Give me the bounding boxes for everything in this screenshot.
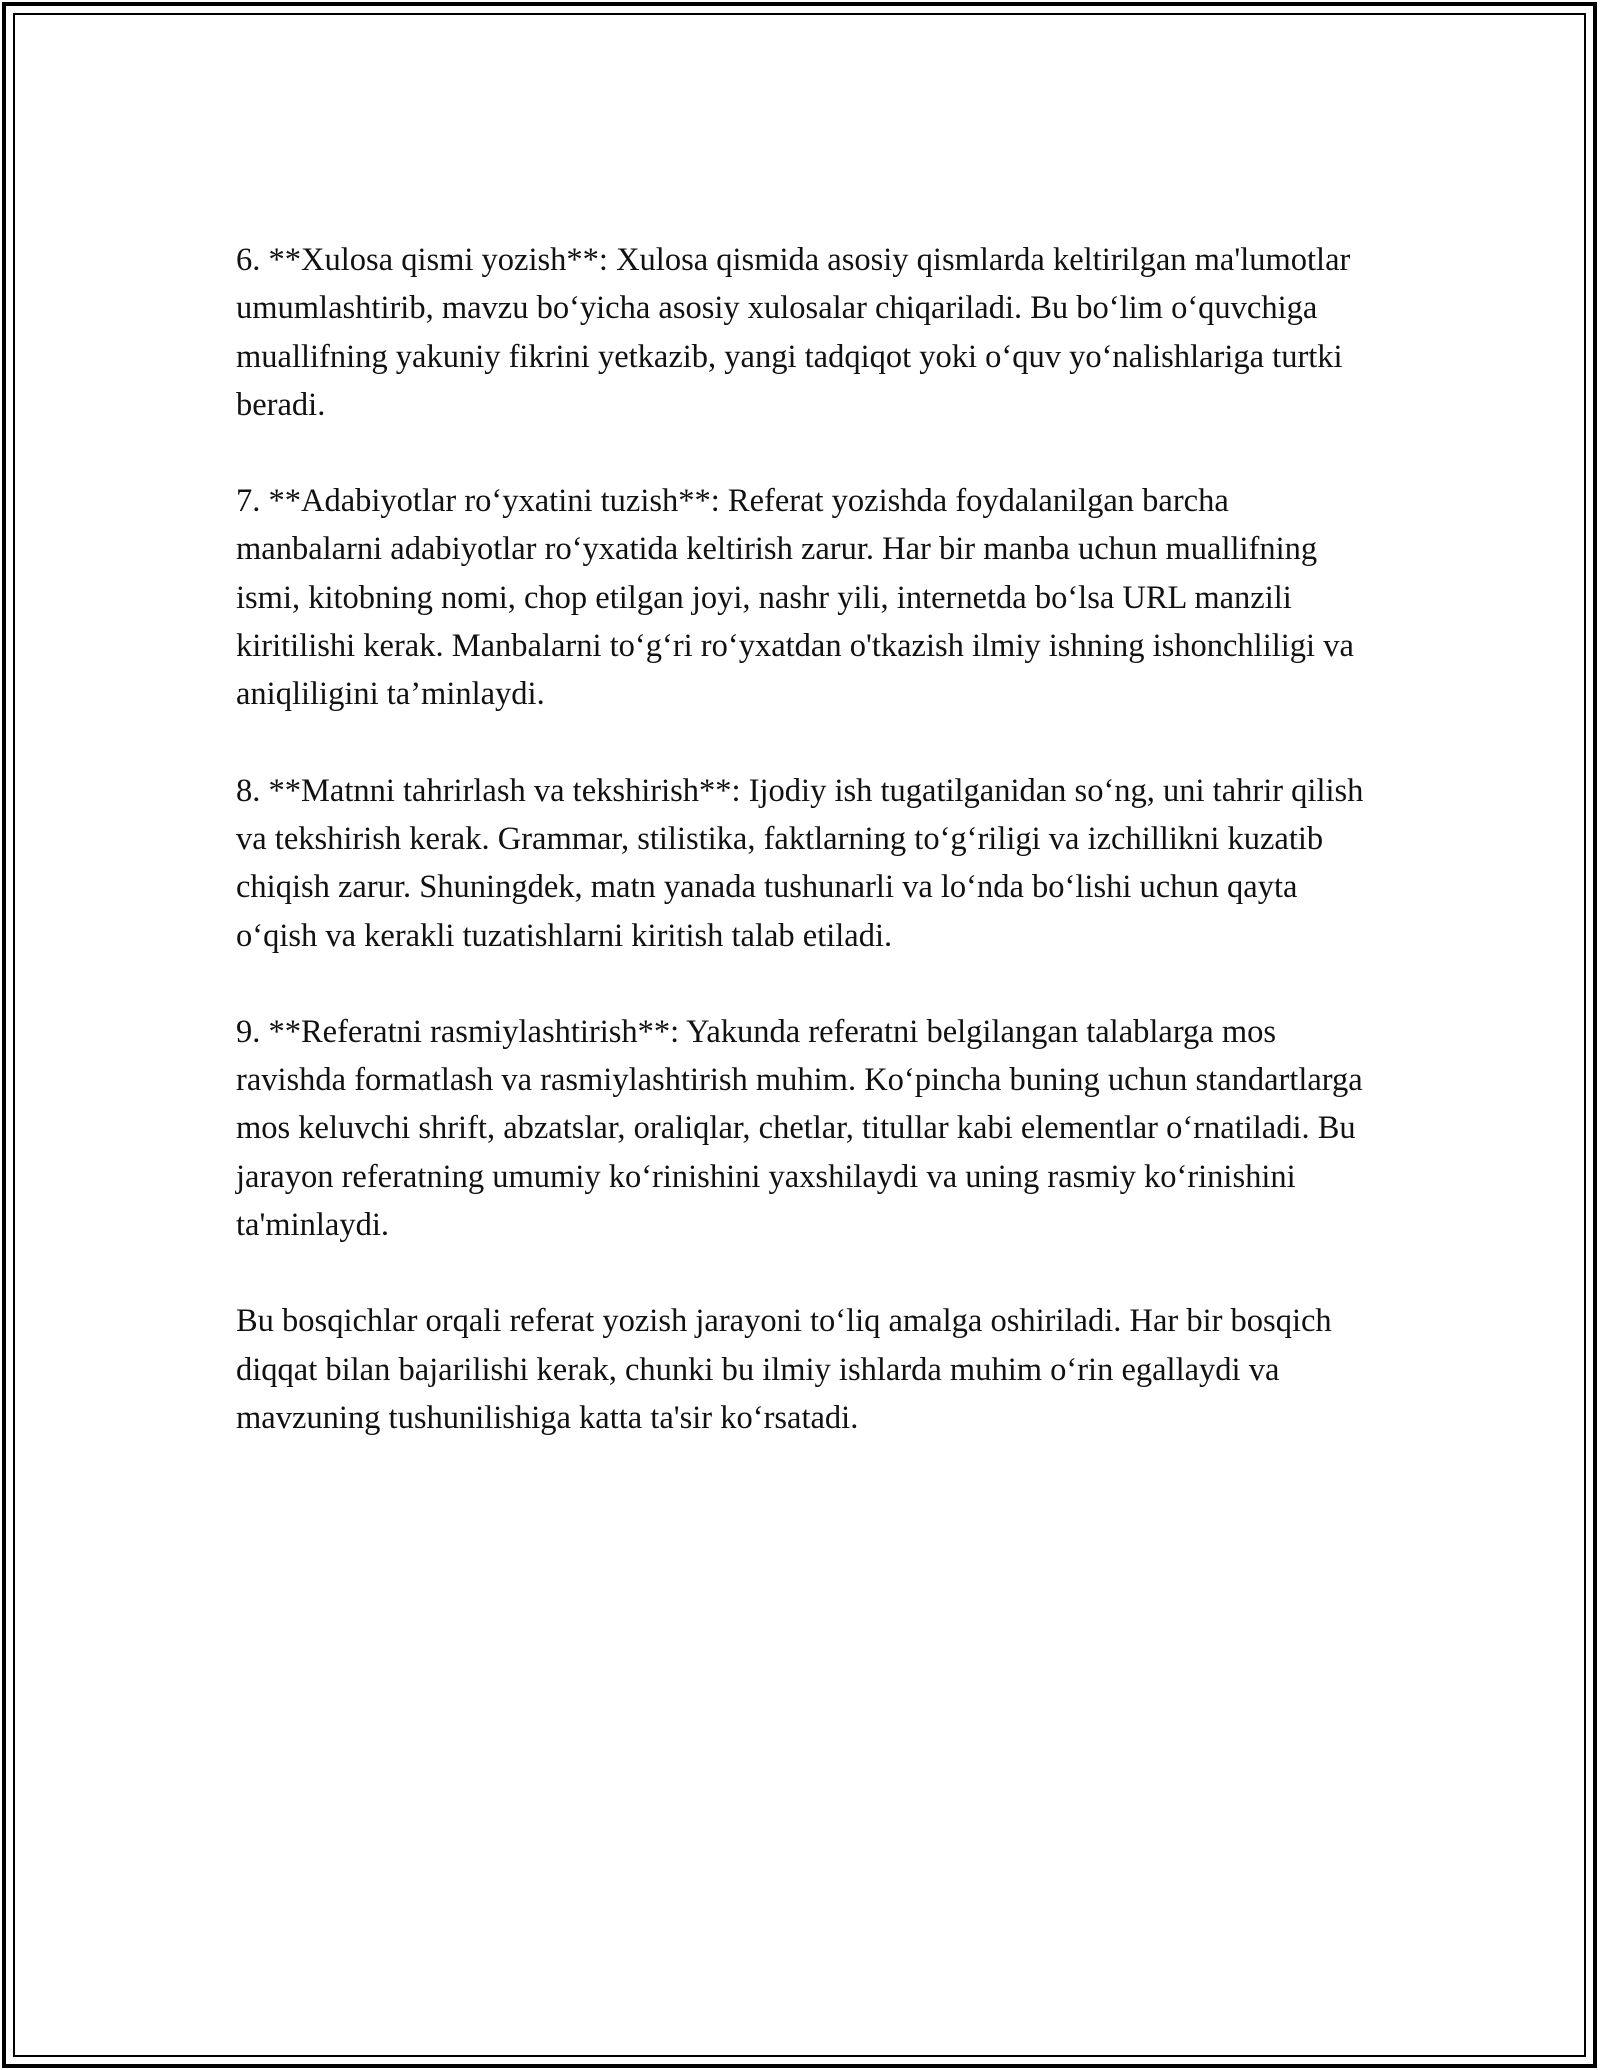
paragraph-step-8: 8. **Matnni tahrirlash va tekshirish**: Ijodiy ish tugatilganidan so‘ng, uni tahrir qilish va tekshirish kerak. Grammar, stilistika, faktlarning to‘g‘riligi va izchillikni kuzatib chiqish zarur. Shuningdek, matn yanada tushunarli va lo‘nda bo‘lishi uchun qayta o‘qish va kerakli tuzatishlarni kiritish talab etiladi. [236,772,1364,954]
paragraph-conclusion: Bu bosqichlar orqali referat yozish jarayoni to‘liq amalga oshiriladi. Har bir bosqich diqqat bilan bajarilishi kerak, chunki bu ilmiy ishlarda muhim o‘rin egallaydi va mavzuning tushunilishiga katta ta'sir ko‘rsatadi. [236,1303,1332,1436]
paragraph-step-7: 7. **Adabiyotlar ro‘yxatini tuzish**: Referat yozishda foydalanilgan barcha manbalarni adabiyotlar ro‘yxatida keltirish zarur. Har bir manba uchun muallifning ismi, kitobning nomi, chop etilgan joyi, nashr yili, internetda bo‘lsa URL manzili kiritilishi kerak. Manbalarni to‘g‘ri ro‘yxatdan o'tkazish ilmiy ishning ishonchliligi va aniqliligini ta’minlaydi. [236,483,1354,713]
paragraph-step-6: 6. **Xulosa qismi yozish**: Xulosa qismida asosiy qismlarda keltirilgan ma'lumotlar umumlashtirib, mavzu bo‘yicha asosiy xulosalar chiqariladi. Bu bo‘lim o‘quvchiga muallifning yakuniy fikrini yetkazib, yangi tadqiqot yoki o‘quv yo‘nalishlariga turtki beradi. [236,242,1351,423]
paragraph-step-9: 9. **Referatni rasmiylashtirish**: Yakunda referatni belgilangan talablarga mos ravishda formatlash va rasmiylashtirish muhim. Ko‘pincha buning uchun standartlarga mos keluvchi shrift, abzatslar, oraliqlar, chetlar, titullar kabi elementlar o‘rnatiladi. Bu jarayon referatning umumiy ko‘rinishini yaxshilaydi va uning rasmiy ko‘rinishini ta'minlaydi. [236,1013,1363,1244]
document-body [236,236,1364,1490]
